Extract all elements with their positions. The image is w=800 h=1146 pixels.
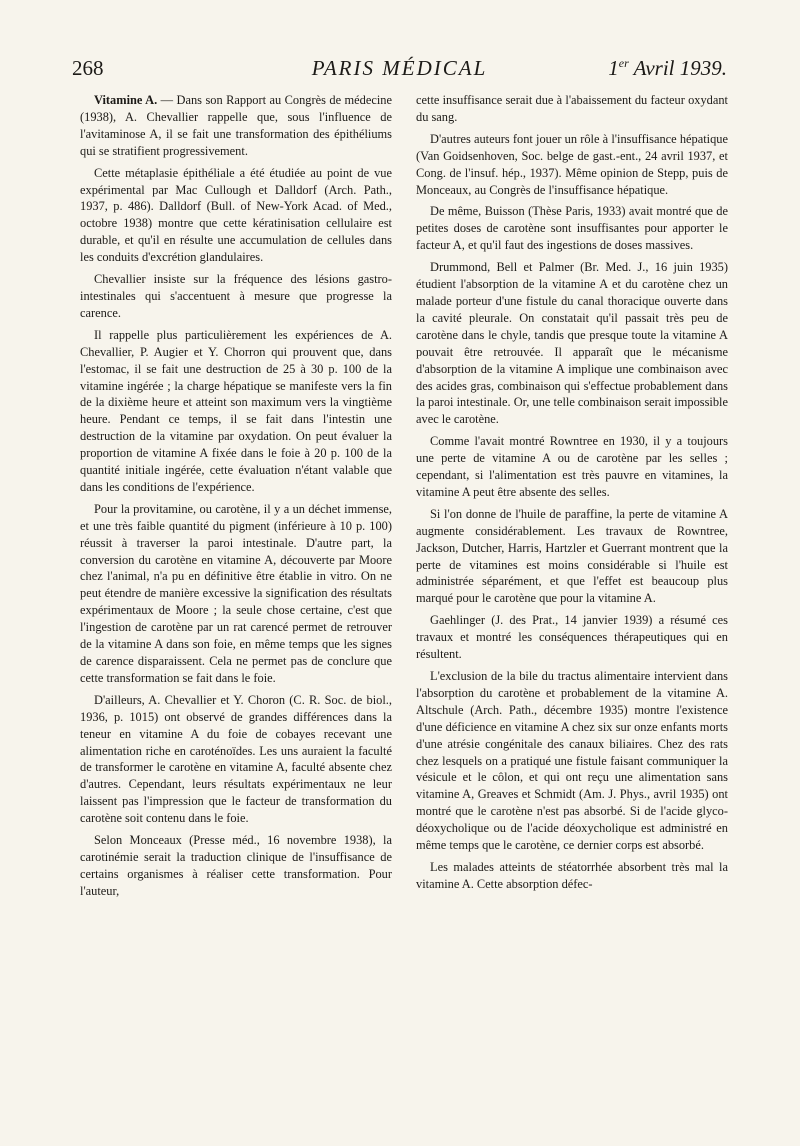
paragraph-text: cette insuffisance serait due à l'abaissement du facteur oxydant du sang. [416,93,728,124]
paragraph [416,92,728,126]
journal-title: PARIS MÉDICAL [311,56,488,80]
paragraph [416,433,728,501]
paragraph [80,832,392,900]
paragraph [416,259,728,428]
section-lead: Vitamine A. [94,93,158,107]
paragraph-text: Pour la provitamine, ou carotène, il y a un déchet immense, et une très faible quantité du pigment (inférieure à 10 p. 100) réussit à traverser la paroi intestinale. D'autre part, la conversion du carotène en vitamine A, découverte par Moore chez l'animal, n'a pu en définitive être établie in vitro. On ne peut étendre de manière excessive la signification des résultats expérimentaux de Moore ; la seule chose certaine, c'est que l'ingestion de carotène par un rat carencé permet de retrouver de la vitamine A dans son foie, en même temps que les signes de carence disparaissent. Cela ne permet pas de conclure que cette transformation se fait dans le foie. [80,501,392,685]
paragraph [416,131,728,199]
paragraph-text: D'ailleurs, A. Chevallier et Y. Choron (C. R. Soc. de biol., 1936, p. 1015) ont observé de grandes différences dans la teneur en vitamine A du foie de cobayes recevant une alimentation riche en caroténoïdes. Les uns auraient la faculté de transformer le carotène en vitamine A, faculté absente chez d'autres. Cependant, leurs résultats expérimentaux ne leur laissent pas l'impression que le facteur de transformation du carotène soit contenu dans le foie. [80,692,392,826]
left-column [80,92,392,905]
paragraph [80,692,392,827]
paragraph-text: Comme l'avait montré Rowntree en 1930, il y a toujours une perte de vitamine A ou de carotène par les selles ; cependant, si l'alimentation est très pauvre en vitamines, la vitamine A peut être absente des selles. [416,434,728,499]
paragraph-text: Il rappelle plus particulièrement les expériences de A. Chevallier, P. Augier et Y. Chorron qui prouvent que, dans l'estomac, il se fait une destruction de 25 à 30 p. 100 de la vitamine ingérée ; la charge hépatique se manifeste vers la fin de la dixième heure et atteint son maximum vers la vingtième heure. Pendant ce temps, il se fait dans l'intestin une destruction de la vitamine par oxydation. On peut évaluer la proportion de vitamine A fixée dans le foie à 20 p. 100 de la quantité initiale ingérée, cette évaluation n'étant valable que dans les conditions de l'expérience. [80,327,392,494]
paragraph [416,859,728,893]
paragraph [416,203,728,254]
paragraph-text: De même, Buisson (Thèse Paris, 1933) avait montré que de petites doses de carotène sont insuffisantes pour apporter le facteur A, et qu'il faut des ingestions de doses massives. [416,204,728,253]
paragraph-text: Chevallier insiste sur la fréquence des lésions gastro-intestinales qui s'accentuent à mesure que progresse la carence. [80,272,392,320]
paragraph-text: — Dans son Rapport au Congrès de médecine (1938), A. Chevallier rappelle que, sous l'influence de l'avitaminose A, il se fait une transformation des épithéliums qui se stratifient progressivement. [80,93,392,158]
paragraph [80,165,392,266]
paragraph [416,506,728,607]
running-header [72,56,727,86]
paragraph-text: Selon Monceaux (Presse méd., 16 novembre 1938), la carotinémie serait la traduction clinique de l'insuffisance de certains organismes à réaliser cette transformation. Pour l'auteur, [80,833,392,898]
paragraph [416,668,728,854]
issue-date: 1er Avril 1939. [608,56,727,80]
paragraph-text: D'autres auteurs font jouer un rôle à l'insuffisance hépatique (Van Goidsenhoven, Soc. belge de gast.-ent., 24 avril 1937, et Cong. de l'insuf. hép., 1937). Même opinion de Stepp, puis de Monceaux, au Congrès de l'insuffisance hépatique. [416,131,728,197]
paragraph-text: L'exclusion de la bile du tractus alimentaire intervient dans l'absorption du carotène et probablement de la vitamine A. Altschule (Arch. Path., décembre 1935) montre l'existence d'une déficience en vitamine A chez six sur onze enfants morts d'une atrésie congénitale des canaux biliaires. Chez des rats chez lesquels on a pratiqué une fistule faisant communiquer la vésicule et le côlon, et qui ont reçu une alimentation sans vitamine A, Greaves et Schmidt (Am. J. Phys., avril 1935) ont montré que le carotène n'est pas absorbé. Si de l'acide glyco-déoxycholique ou de l'acide déoxycholique est administré en même temps que le carotène, ce dernier corps est absorbé. [416,669,728,853]
right-column [416,92,728,898]
paragraph [80,327,392,496]
paragraph [416,612,728,663]
paragraph-text: Si l'on donne de l'huile de paraffine, la perte de vitamine A augmente considérablement. Les travaux de Rowntree, Jackson, Dutcher, Harris, Hartzler et Guerrant montrent que la perte de vitamines est moins considérable si l'huile est administrée séparément, et que l'effet est beaucoup plus marqué pour le carotène que pour la vitamine A. [416,506,728,606]
paragraph [80,271,392,322]
paragraph-text: Cette métaplasie épithéliale a été étudiée au point de vue expérimental par Mac Cullough et Dalldorf (Arch. Path., 1937, p. 486). Dalldorf (Bull. of New-York Acad. of Med., octobre 1938) montre que cette kératinisation cellulaire est durable, et qu'il en résulte une accumulation de cellules dans les conduits d'excrétion glandulaires. [80,165,392,265]
paragraph-text: Les malades atteints de stéatorrhée absorbent très mal la vitamine A. Cette absorption défec- [416,859,728,891]
paragraph-text: Gaehlinger (J. des Prat., 14 janvier 1939) a résumé ces travaux et montré les conséquences thérapeutiques qui en résultent. [416,613,728,662]
paragraph-text: Drummond, Bell et Palmer (Br. Med. J., 16 juin 1935) étudient l'absorption de la vitamine A et du carotène chez un malade porteur d'une fistule du canal thoracique ouverte dans la cavité pleurale. On constatait qu'il passait très peu de carotène dans le chyle, tandis que presque toute la vitamine A pouvait être retrouvée. Il apparaît que le mécanisme d'absorption de la vitamine A implique une combinaison avec des acides gras, combinaison qui s'effectue probablement dans la paroi intestinale. Or, une telle combinaison serait impossible avec le carotène. [416,260,728,427]
paragraph [80,501,392,687]
page-number: 268 [72,56,104,80]
paragraph [80,92,392,160]
